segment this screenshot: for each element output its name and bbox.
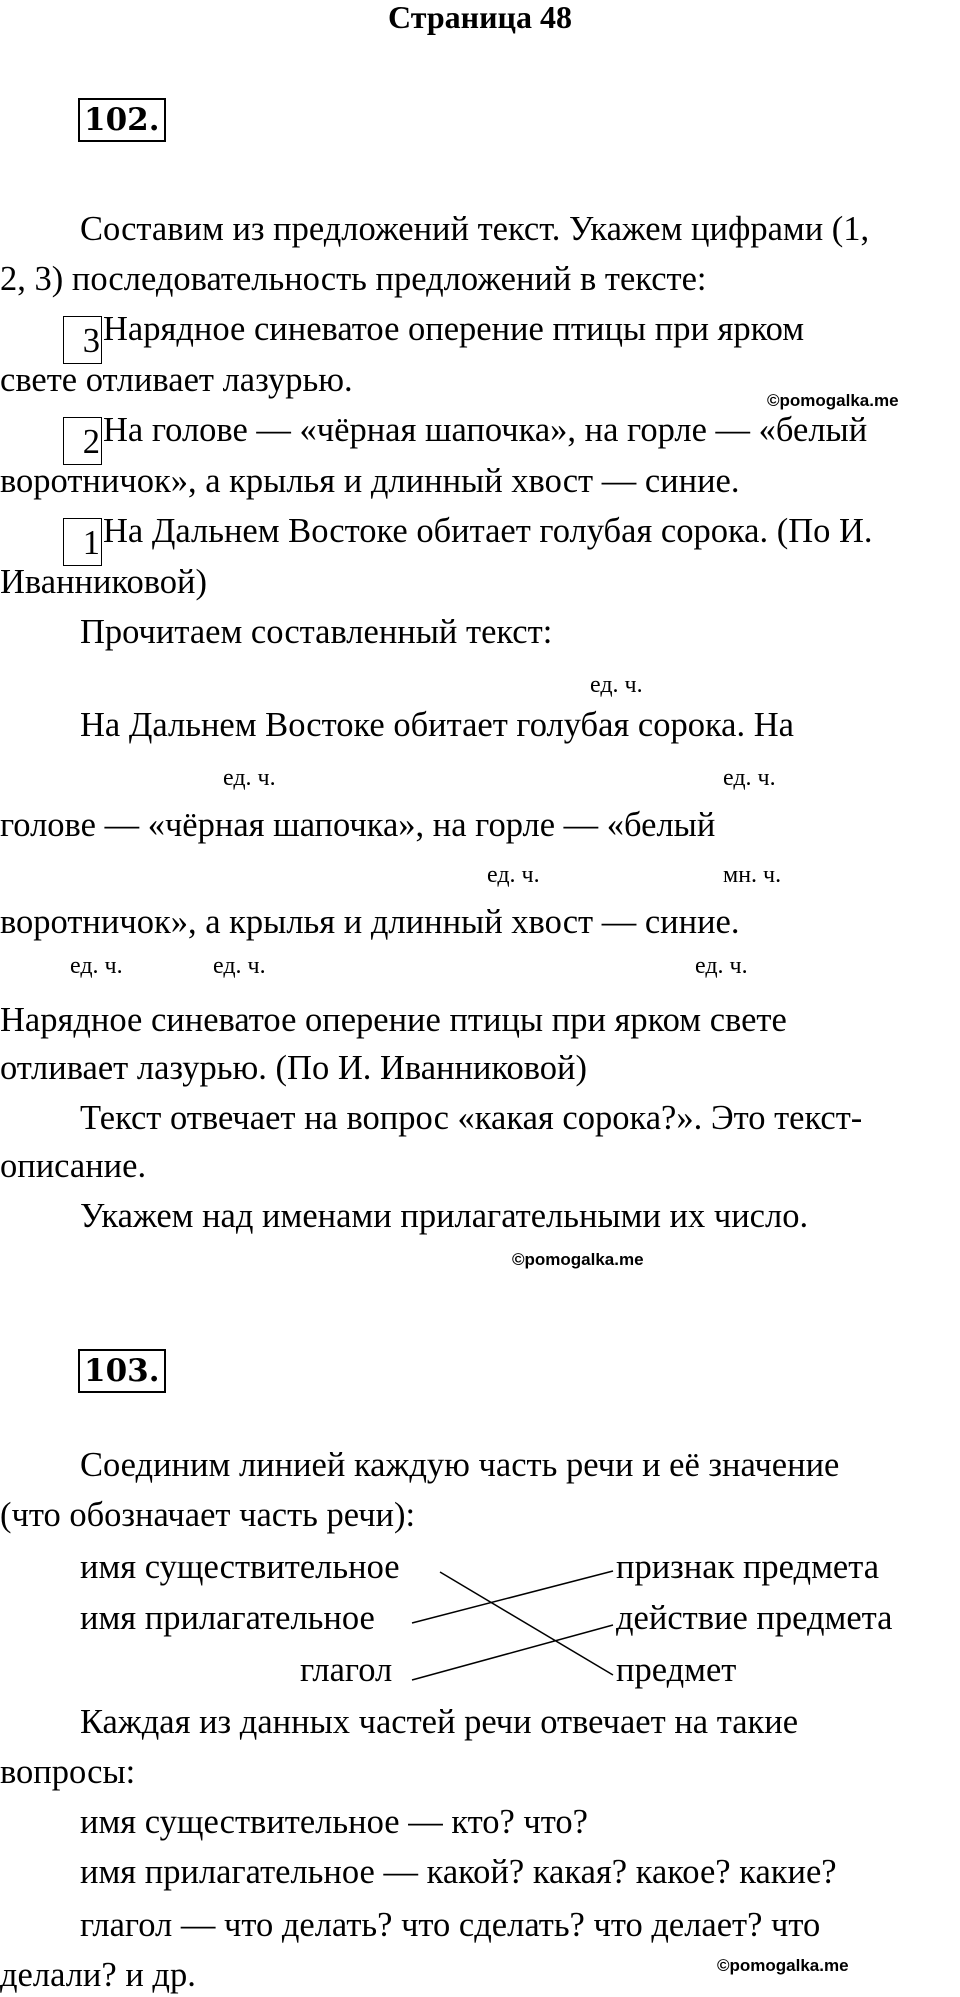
annotated-line-1: На Дальнем Востоке обитает голубая сорока. На (80, 706, 794, 744)
annotated-line-4: Нарядное синеватое оперение птицы при ярком свете (0, 1001, 787, 1039)
problem-number-103: 103. (78, 1349, 166, 1393)
sentence-2-line-1 (63, 413, 867, 465)
sentence-text: На голове — «чёрная шапочка», на горле — «белый (103, 411, 868, 449)
question-verb: глагол — что делать? что сделать? что делает? что (80, 1906, 821, 1944)
number-label: ед. ч. (723, 765, 776, 791)
match-left-adjective: имя прилагательное (80, 1599, 375, 1637)
question-noun: имя существительное — кто? что? (80, 1803, 588, 1841)
match-right-object: предмет (616, 1651, 737, 1689)
sentence-1-line-1 (63, 514, 873, 566)
annotated-line-2: голове — «чёрная шапочка», на горле — «белый (0, 806, 716, 844)
order-box-3: 3 (63, 316, 102, 364)
match-right-action: действие предмета (616, 1599, 893, 1637)
number-label: ед. ч. (213, 953, 266, 979)
line-adjective-to-attribute (412, 1571, 613, 1623)
number-label: мн. ч. (723, 862, 782, 888)
line-noun-to-object (440, 1572, 613, 1675)
watermark: ©pomogalka.me (767, 391, 899, 410)
order-box-2: 2 (63, 417, 102, 465)
number-label: ед. ч. (70, 953, 123, 979)
page-title: Страница 48 (388, 0, 572, 35)
number-label: ед. ч. (695, 953, 748, 979)
task-note: Укажем над именами прилагательными их число. (80, 1197, 809, 1235)
annotated-line-5: отливает лазурью. (По И. Иванниковой) (0, 1049, 587, 1087)
number-label: ед. ч. (223, 765, 276, 791)
match-right-attribute: признак предмета (616, 1548, 880, 1586)
match-left-verb: глагол (300, 1651, 393, 1689)
sentence-text: На Дальнем Востоке обитает голубая сорока. (По И. (103, 512, 873, 550)
sentence-1-line-2: Иванниковой) (0, 563, 207, 601)
match-left-noun: имя существительное (80, 1548, 400, 1586)
order-box-1: 1 (63, 518, 102, 566)
conclusion-line-1: Текст отвечает на вопрос «какая сорока?». Это текст- (80, 1099, 863, 1137)
question-adjective: имя прилагательное — какой? какая? какое? какие? (80, 1853, 837, 1891)
questions-intro-line-1: Каждая из данных частей речи отвечает на такие (80, 1703, 799, 1741)
conclusion-line-2: описание. (0, 1147, 147, 1185)
sentence-3-line-1 (63, 312, 804, 364)
number-label: ед. ч. (590, 672, 643, 698)
intro-line-2: (что обозначает часть речи): (0, 1496, 416, 1534)
watermark: ©pomogalka.me (512, 1250, 644, 1269)
intro-line-1: Соединим линией каждую часть речи и её значение (80, 1446, 840, 1484)
problem-number-102: 102. (78, 98, 166, 142)
line-verb-to-action (412, 1625, 613, 1680)
questions-intro-line-2: вопросы: (0, 1753, 136, 1791)
sentence-2-line-2: воротничок», а крылья и длинный хвост — синие. (0, 462, 740, 500)
intro-line-1: Составим из предложений текст. Укажем цифрами (1, (80, 210, 870, 248)
watermark: ©pomogalka.me (717, 1956, 849, 1975)
annotated-line-3: воротничок», а крылья и длинный хвост — синие. (0, 903, 740, 941)
number-label: ед. ч. (487, 862, 540, 888)
question-verb-end: делали? и др. (0, 1956, 196, 1994)
sentence-text: Нарядное синеватое оперение птицы при ярком (103, 310, 805, 348)
intro-line-2: 2, 3) последовательность предложений в тексте: (0, 260, 707, 298)
read-prompt: Прочитаем составленный текст: (80, 613, 553, 651)
sentence-3-line-2: свете отливает лазурью. (0, 361, 353, 399)
